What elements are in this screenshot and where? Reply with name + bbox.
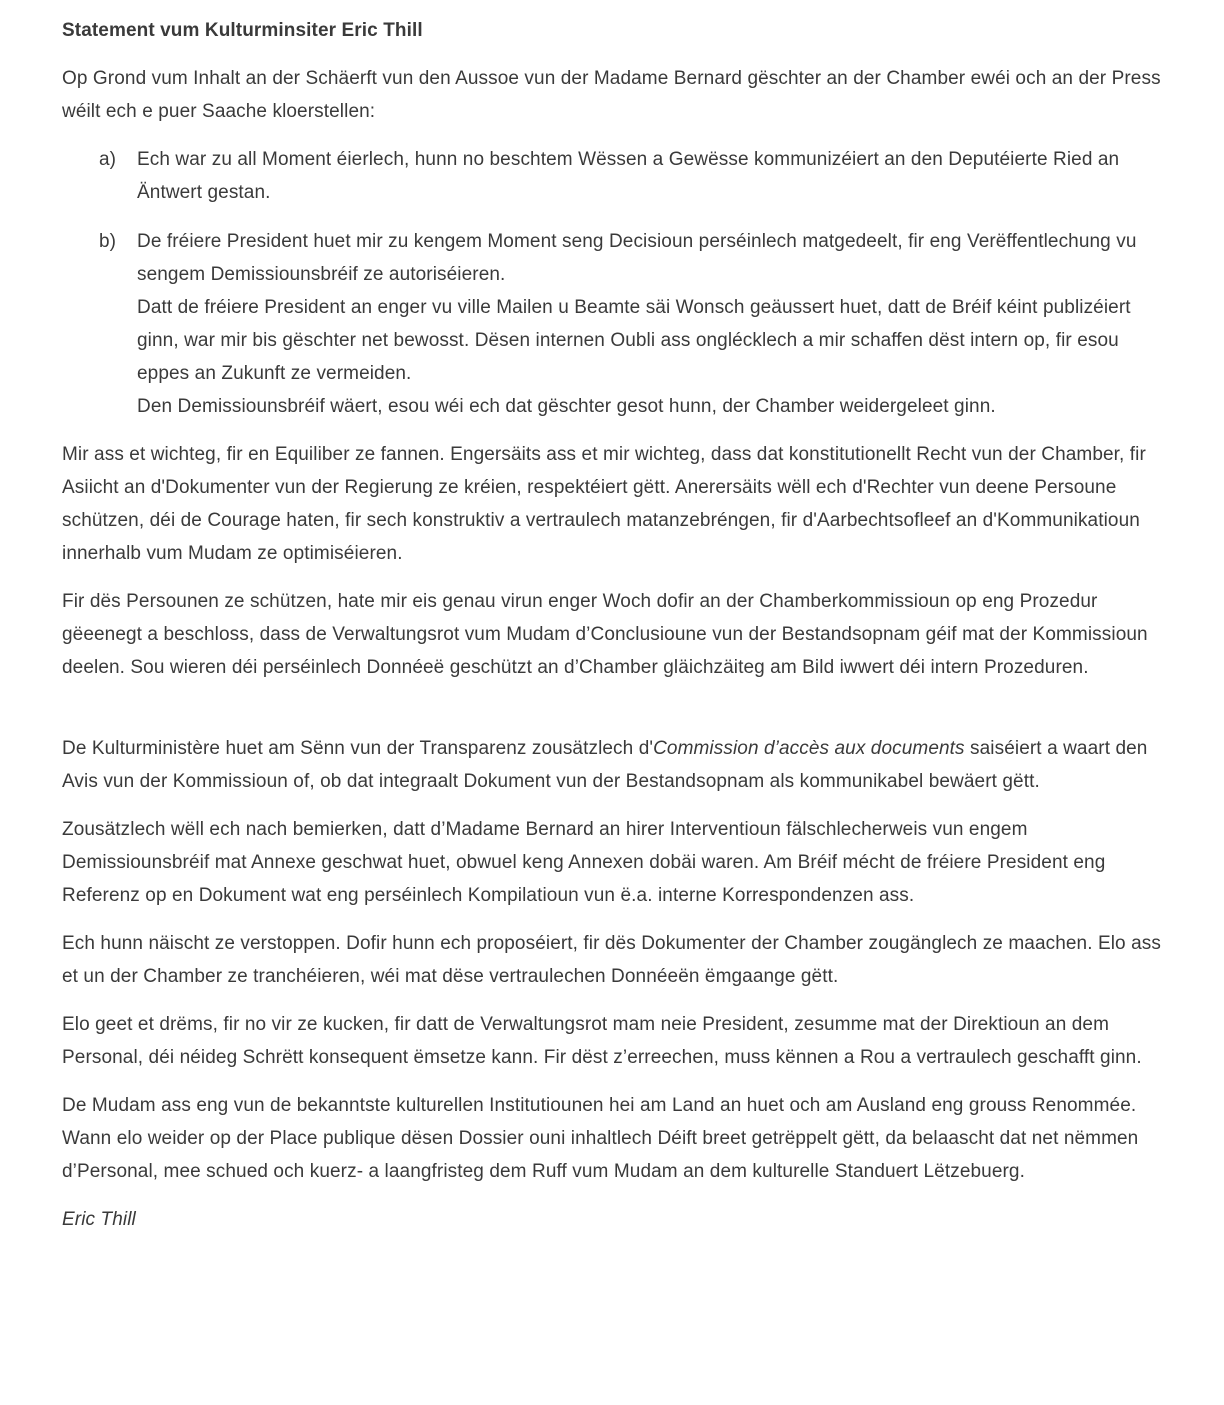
- commission-name-italic: Commission d’accès aux documents: [653, 738, 965, 759]
- paragraph-transparenz: [62, 732, 1166, 798]
- list-item-b: [62, 225, 1166, 423]
- paragraph-verstoppen: Ech hunn näischt ze verstoppen. Dofir hunn ech proposéiert, fir dës Dokumenter der Chamber zougänglech ze maachen. Elo ass et un der Chamber ze tranchéieren, wéi mat dëse vertraulechen Donnéeën ëmgaange gëtt.: [62, 933, 1161, 987]
- blank-line: [62, 699, 1166, 732]
- paragraph-novir: Elo geet et drëms, fir no vir ze kucken, fir datt de Verwaltungsrot mam neie President, zesumme mat der Direktioun an dem Personal, déi néideg Schrëtt konsequent ëmsetze kann. Fir dëst z’erreechen, muss kënnen a Rou a vertraulech geschafft ginn.: [62, 1014, 1142, 1068]
- list-item-b-line3: Den Demissiounsbréif wäert, esou wéi ech dat gëschter gesot hunn, der Chamber weidergeleet ginn.: [137, 396, 996, 417]
- paragraph-annexe: Zousätzlech wëll ech nach bemierken, datt d’Madame Bernard an hirer Interventioun fälschlecherweis vun engem Demissiounsbréif mat Annexe geschwat huet, obwuel keng Annexen dobäi waren. Am Bréif mécht de fréiere President eng Referenz op en Dokument wat eng perséinlech Kompilatioun vun ë.a. interne Korrespondenzen ass.: [62, 819, 1106, 906]
- document-title: Statement vum Kulturminsiter Eric Thill: [62, 20, 423, 41]
- list-item-a-text: Ech war zu all Moment éierlech, hunn no beschtem Wëssen a Gewësse kommunizéiert an den Deputéierte Ried an Äntwert gestan.: [137, 149, 1120, 203]
- transparenz-text-before: De Kulturministère huet am Sënn vun der Transparenz zousätzlech d': [62, 738, 654, 759]
- transparenz-text-after: saiséiert a waart den Avis vun der Kommissioun of, ob dat integraalt Dokument vun der Bestandsopnam als kommunikabel bewäert gëtt.: [62, 738, 1148, 792]
- paragraph-equiliber: Mir ass et wichteg, fir en Equiliber ze fannen. Engersäits ass et mir wichteg, dass dat konstitutionellt Recht vun der Chamber, fir Asiicht an d'Dokumenter vun der Regierung ze kréien, respektéiert gëtt. Anerersäits wëll ech d'Rechter vun deene Persoune schützen, déi de Courage haten, fir sech konstruktiv a vertraulech matanzebréngen, fir d'Aarbechtsofleef an d'Kommunikatioun innerhalb vum Mudam ze optimiséieren.: [62, 444, 1146, 564]
- list-item-b-line2: Datt de fréiere President an enger vu ville Mailen u Beamte säi Wonsch geäussert huet, datt de Bréif kéint publizéiert ginn, war mir bis gëschter net bewosst. Dësen internen Oubli ass onglécklech a mir schaffen dëst intern op, fir esou eppes an Zukunft ze vermeiden.: [137, 297, 1131, 384]
- list-item-a: [62, 143, 1166, 209]
- list-item-b-line1: De fréiere President huet mir zu kengem Moment seng Decisioun perséinlech matgedeelt, fir eng Verëffentlechung vu sengem Demissiounsbréif ze autoriséieren.: [137, 231, 1137, 285]
- intro-paragraph: Op Grond vum Inhalt an der Schäerft vun den Aussoe vun der Madame Bernard gëschter an der Chamber ewéi och an der Press wéilt ech e puer Saache kloerstellen:: [62, 68, 1161, 122]
- list-item-b-marker: b): [99, 231, 117, 252]
- paragraph-mudam: De Mudam ass eng vun de bekanntste kulturellen Institutiounen hei am Land an huet och am Ausland eng grouss Renommée. Wann elo weider op der Place publique dësen Dossier ouni inhaltlech Déift breet getrëppelt gëtt, da belaascht dat net nëmmen d’Personal, mee schued och kuerz- a laangfristeg dem Ruff vum Mudam an dem kulturelle Standuert Lëtzebuerg.: [62, 1095, 1139, 1182]
- list-item-b-body: [137, 225, 1166, 423]
- signature: Eric Thill: [62, 1209, 136, 1230]
- statement-list: [62, 143, 1166, 423]
- paragraph-prozedur: Fir dës Persounen ze schützen, hate mir eis genau virun enger Woch dofir an der Chamberkommissioun op eng Prozedur gëeenegt a beschloss, dass de Verwaltungsrot vum Mudam d’Conclusioune vun der Bestandsopnam géif mat der Kommissioun deelen. Sou wieren déi perséinlech Donnéeë geschützt an d’Chamber gläichzäiteg am Bild iwwert déi intern Prozeduren.: [62, 591, 1148, 678]
- list-item-a-marker: a): [99, 149, 117, 170]
- statement-document: [62, 14, 1166, 1236]
